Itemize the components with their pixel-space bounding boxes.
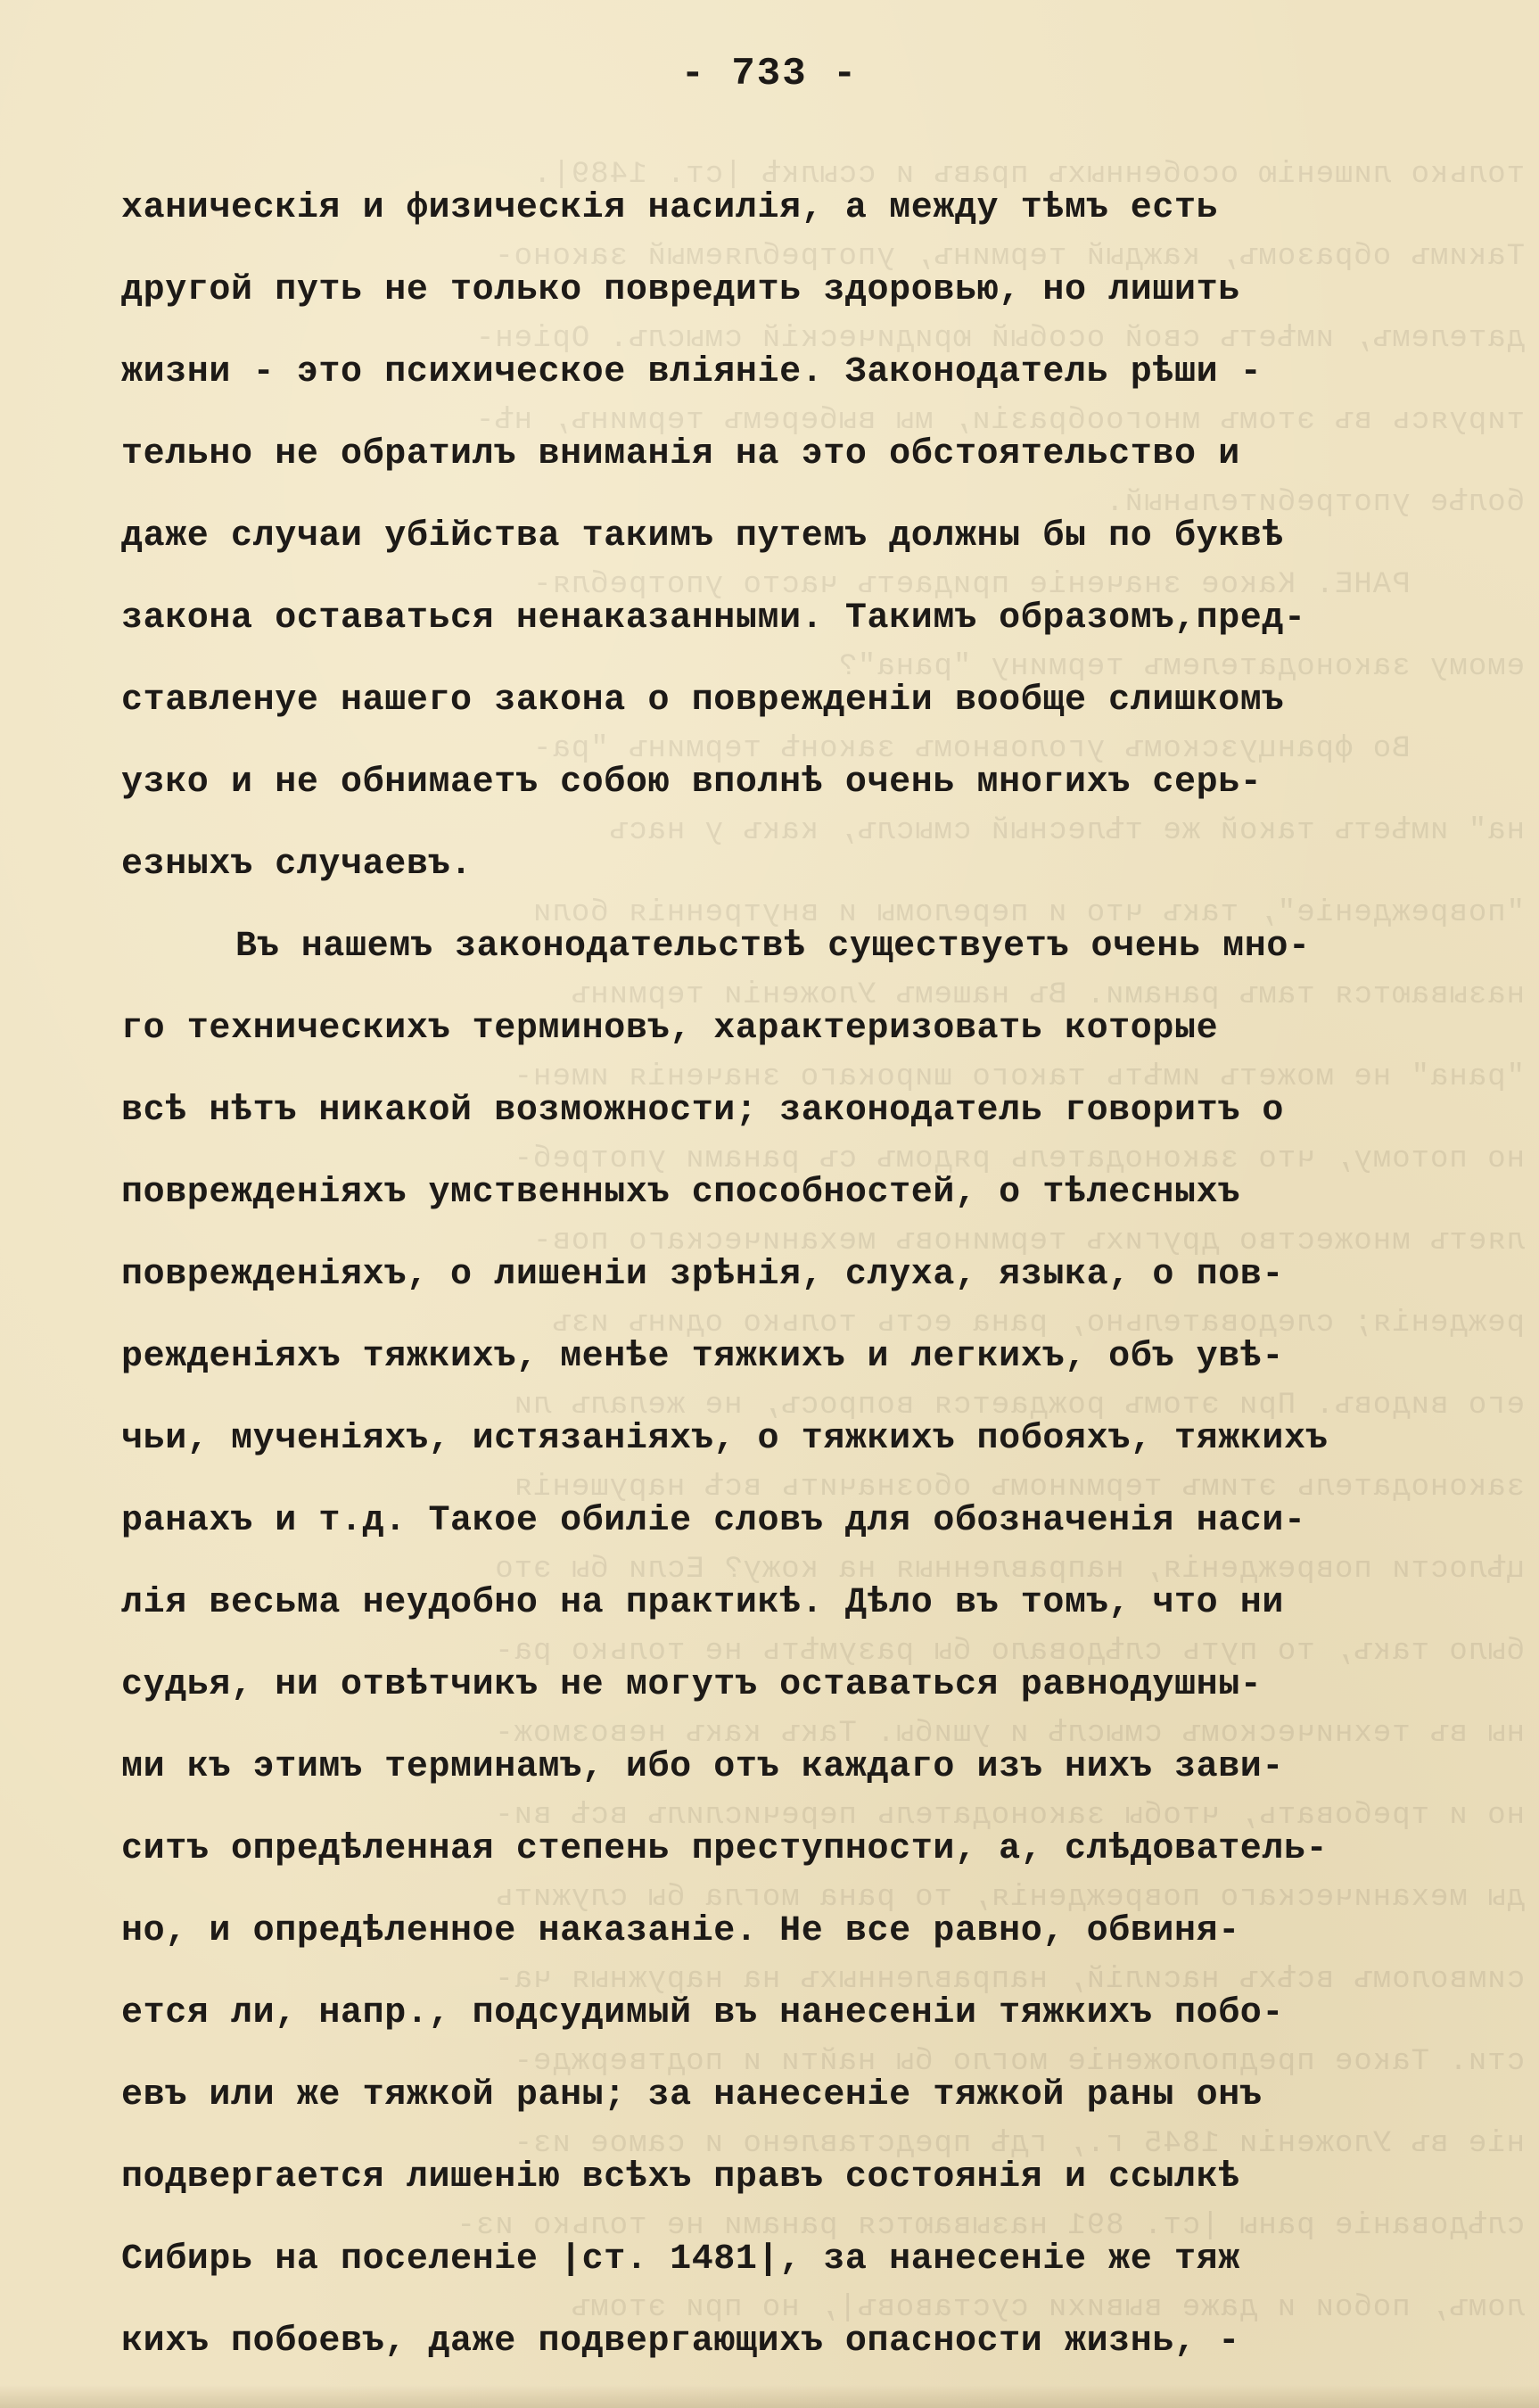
text-line: евъ или же тяжкой раны; за нанесеніе тяжкой раны онъ bbox=[121, 2075, 1263, 2115]
text-line: закона оставаться ненаказанными. Такимъ образомъ,пред- bbox=[121, 598, 1306, 639]
text-line: даже случаи убійства такимъ путемъ должны бы по буквѣ bbox=[121, 516, 1285, 557]
text-line: поврежденіяхъ, о лишеніи зрѣнія, слуха, языка, о пов- bbox=[121, 1255, 1285, 1295]
bleed-through-text: только лишенію особенныхъ правъ и ссылкѣ |ст. 1489|. Такимъ образомъ, каждый терминъ, употребляемый законо- дателемъ, имѣетъ свой особый юридическій смыслъ. Оріен- тируясь въ этомъ многообразіи, мы выберемъ терминъ, нѣ- болѣе употребительный. РАНЕ. Какое значеніе придаетъ часто употребля- емому законодателемъ термину "рана"? Во французскомъ уголовномъ законѣ терминъ "ра- на" имѣетъ такой же тѣлесный смыслъ, какъ у насъ "поврежденіе", такъ что и переломы и внутреннія боли называются тамъ ранами. Въ нашемъ Уложеніи терминъ "рана" не можетъ имѣть такого широкаго значенія имен- но потому, что законодатель рядомъ съ ранами употреб- ляетъ множество другихъ терминовъ механическаго пов- режденія; следовательно, рана есть только одинъ изъ его видовъ. При этомъ рождается вопросъ, не желалъ ли законодатель этимъ терминомъ обозначить всѣ нарушенія цѣлости поврежденія, направленныя на кожу? Если бы это было такъ, то путь слѣдовало бы разумѣть не только ра- ны въ техническомъ смыслѣ и ушибы. Такъ какъ невозмож- но и требовать, чтобы законодатель перечислилъ всѣ ви- ды механическаго поврежденія, то рана могла бы служить символомъ всѣхъ насилій, направленныхъ на наружныя ча- сти. Такое предположеніе могло бы найти и подтвержде- ніе въ Уложеніи 1845 г., гдѣ представлено и самое из- слѣдованіе раны |ст. 891 называются ранами не только из- ломъ, побои и даже вывихи суставовъ|, но при этомъ bbox=[456, 158, 1525, 2325]
page-bottom-edge bbox=[0, 2385, 1539, 2408]
text-line: поврежденіяхъ умственныхъ способностей, о тѣлесныхъ bbox=[121, 1173, 1240, 1213]
text-line: судья, ни отвѣтчикъ не могутъ оставаться равнодушны- bbox=[121, 1665, 1263, 1705]
text-line: всѣ нѣтъ никакой возможности; законодатель говоритъ о bbox=[121, 1091, 1285, 1131]
text-line: но, и опредѣленное наказаніе. Не все равно, обвиня- bbox=[121, 1911, 1240, 1951]
text-line: кихъ побоевъ, даже подвергающихъ опасности жизнь, - bbox=[121, 2321, 1240, 2362]
text-line: жизни - это психическое вліяніе. Законодатель рѣши - bbox=[121, 352, 1263, 392]
text-line: чьи, мученіяхъ, истязаніяхъ, о тяжкихъ побояхъ, тяжкихъ bbox=[121, 1419, 1329, 1459]
text-line: другой путь не только повредить здоровью, но лишить bbox=[121, 270, 1240, 310]
page-number: - 733 - bbox=[680, 52, 859, 96]
text-line: лія весьма неудобно на практикѣ. Дѣло въ томъ, что ни bbox=[121, 1583, 1285, 1623]
text-line: узко и не обнимаетъ собою вполнѣ очень многихъ серь- bbox=[121, 763, 1263, 803]
text-line: Сибирь на поселеніе |ст. 1481|, за нанесеніе же тяж bbox=[121, 2239, 1240, 2280]
body-text bbox=[121, 168, 1459, 2383]
text-line: ется ли, напр., подсудимый въ нанесеніи тяжкихъ побо- bbox=[121, 1993, 1285, 2033]
text-line: ставленуе нашего закона о поврежденіи вообще слишкомъ bbox=[121, 680, 1285, 721]
text-line: ми къ этимъ терминамъ, ибо отъ каждаго изъ нихъ зави- bbox=[121, 1747, 1285, 1787]
paragraph-start-line: Въ нашемъ законодательствѣ существуетъ очень мно- bbox=[235, 927, 1311, 967]
text-line: режденіяхъ тяжкихъ, менѣе тяжкихъ и легкихъ, объ увѣ- bbox=[121, 1337, 1285, 1377]
text-line: тельно не обратилъ вниманія на это обстоятельство и bbox=[121, 434, 1240, 474]
text-line: ситъ опредѣленная степень преступности, а, слѣдователь- bbox=[121, 1829, 1329, 1869]
text-line: ранахъ и т.д. Такое обиліе словъ для обозначенія наси- bbox=[121, 1501, 1306, 1541]
text-line: езныхъ случаевъ. bbox=[121, 845, 473, 885]
text-line: ханическія и физическія насилія, а между тѣмъ есть bbox=[121, 188, 1219, 228]
text-line: подвергается лишенію всѣхъ правъ состоянія и ссылкѣ bbox=[121, 2157, 1240, 2198]
text-line: го техническихъ терминовъ, характеризовать которые bbox=[121, 1009, 1219, 1049]
